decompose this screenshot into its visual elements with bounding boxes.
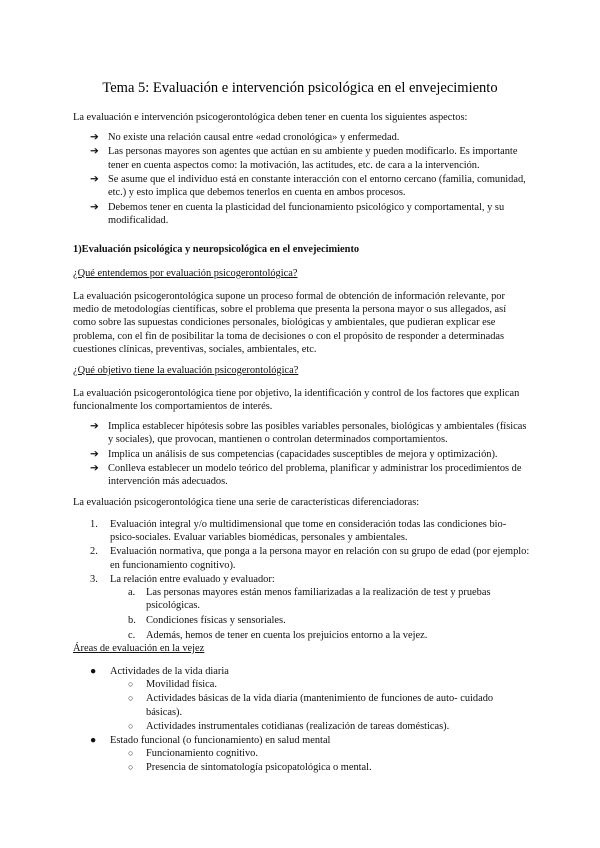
objectives-list <box>90 420 530 490</box>
list-item: 2. Evaluación normativa, que ponga a la persona mayor en relación con su grupo de edad (por ejemplo: en funcionamiento cognitivo). <box>90 546 530 571</box>
list-item: ○ Funcionamiento cognitivo. <box>128 748 258 760</box>
list-item: ○ Actividades básicas de la vida diaria (mantenimiento de funciones de auto- cuidado básicas). <box>128 693 494 718</box>
list-item: b. Condiciones físicas y sensoriales. <box>128 614 286 626</box>
aspects-list <box>90 131 530 228</box>
document-title: Tema 5: Evaluación e intervención psicológica en el envejecimiento <box>102 80 498 96</box>
list-item: ➔ Se asume que el individuo está en constante interacción con el entorno cercano (familia, comunidad, etc.) y esto implica que debemos tenerlos en cuenta en ambos procesos. <box>90 173 526 199</box>
arrow-icon: ➔ <box>90 146 99 158</box>
areas-sublist <box>110 678 530 733</box>
arrow-icon: ➔ <box>90 173 99 185</box>
definition-paragraph: La evaluación psicogerontológica supone un proceso formal de obtención de información relevante, por medio de metodologías científicas, sobre el problema que presenta la persona mayor o sus allegados, así como sobre las supuestas condiciones personales, biológicas y ambientales, que pudieran explicar ese problema, con el fin de posibilitar la toma de decisiones o con el propósito de responder a determinadas cuestiones clínicas, preventivas, sociales, ambientales, etc. <box>73 291 507 355</box>
list-item: ○ Actividades instrumentales cotidianas (realización de tareas domésticas). <box>128 720 450 732</box>
question-heading: ¿Qué entendemos por evaluación psicogerontológica? <box>73 268 298 279</box>
list-item: ● Estado funcional (o funcionamiento) en salud mental ○ Funcionamiento cognitivo. ○ Presencia de sintomatología psicopatológica o mental. <box>90 734 530 775</box>
characteristics-list <box>90 518 530 643</box>
bullet-icon: ● <box>90 735 97 747</box>
list-item: ➔ Implica establecer hipótesis sobre las posibles variables personales, biológicas y ambientales (físicas y sociales), que provocan, mantienen o controlan determinados comportamientos. <box>90 421 527 446</box>
circle-bullet-icon: ○ <box>128 762 134 773</box>
relation-sublist <box>110 586 530 642</box>
characteristics-intro: La evaluación psicogerontológica tiene una serie de características diferenciadoras: <box>73 497 420 508</box>
list-item: a. Las personas mayores están menos familiarizadas a la realización de test y pruebas psicológicas. <box>128 587 491 612</box>
circle-bullet-icon: ○ <box>128 720 134 731</box>
arrow-icon: ➔ <box>90 448 99 460</box>
list-item: ● Actividades de la vida diaria ○ Movilidad física. ○ Actividades básicas de la vida diaria (mantenimiento de funciones de auto- cuidado básicas). ○ Actividades instrumentales cotidianas (realización de tareas domésticas). <box>90 665 530 733</box>
arrow-icon: ➔ <box>90 462 99 474</box>
arrow-icon: ➔ <box>90 421 99 432</box>
areas-sublist <box>110 747 530 774</box>
circle-bullet-icon: ○ <box>128 693 134 704</box>
list-item: c. Además, hemos de tener en cuenta los prejuicios entorno a la vejez. <box>128 629 428 641</box>
section-heading: 1)Evaluación psicológica y neuropsicológica en el envejecimiento <box>73 244 360 255</box>
list-item: ➔ No existe una relación causal entre «edad cronológica» y enfermedad. <box>90 132 400 143</box>
list-item: 3. La relación entre evaluado y evaluador: a. Las personas mayores están menos familiarizadas a la realización de test y pruebas psicológicas. b. Condiciones físicas y sensoriales. c. Además, hemos de tener en cuenta los prejuicios entorno a la vejez. <box>90 573 530 642</box>
areas-heading: Áreas de evaluación en la vejez <box>73 643 205 654</box>
list-item: ➔ Debemos tener en cuenta la plasticidad del funcionamiento psicológico y comportamental, y su modificalidad. <box>90 201 505 226</box>
intro-paragraph: La evaluación e intervención psicogerontológica deben tener en cuenta los siguientes aspectos: <box>73 112 468 123</box>
list-item: ○ Presencia de sintomatología psicopatológica o mental. <box>128 762 372 774</box>
arrow-icon: ➔ <box>90 201 99 213</box>
list-item: 1. Evaluación integral y/o multidimensional que tome en consideración todas las condiciones bio-psico-sociales. Evaluar variables biomédicas, personales y ambientales. <box>90 519 507 544</box>
list-item: ➔ Las personas mayores son agentes que actúan en su ambiente y pueden modificarlo. Es importante tener en cuenta aspectos como: la motivación, las actitudes, etc. de cara a la intervención. <box>90 146 518 171</box>
objective-paragraph: La evaluación psicogerontológica tiene por objetivo, la identificación y control de los factores que explican funcionalmente los comportamientos de interés. <box>73 388 520 413</box>
arrow-icon: ➔ <box>90 132 99 143</box>
list-item: ➔ Conlleva establecer un modelo teórico del problema, planificar y administrar los procedimientos de intervención más adecuados. <box>90 462 522 488</box>
bullet-icon: ● <box>90 666 97 677</box>
circle-bullet-icon: ○ <box>128 679 134 690</box>
circle-bullet-icon: ○ <box>128 748 134 759</box>
list-item: ➔ Implica un análisis de sus competencias (capacidades susceptibles de mejora y optimización). <box>90 448 498 460</box>
question-heading: ¿Qué objetivo tiene la evaluación psicogerontológica? <box>73 365 299 376</box>
areas-list <box>90 665 530 776</box>
list-item: ○ Movilidad física. <box>128 679 217 691</box>
